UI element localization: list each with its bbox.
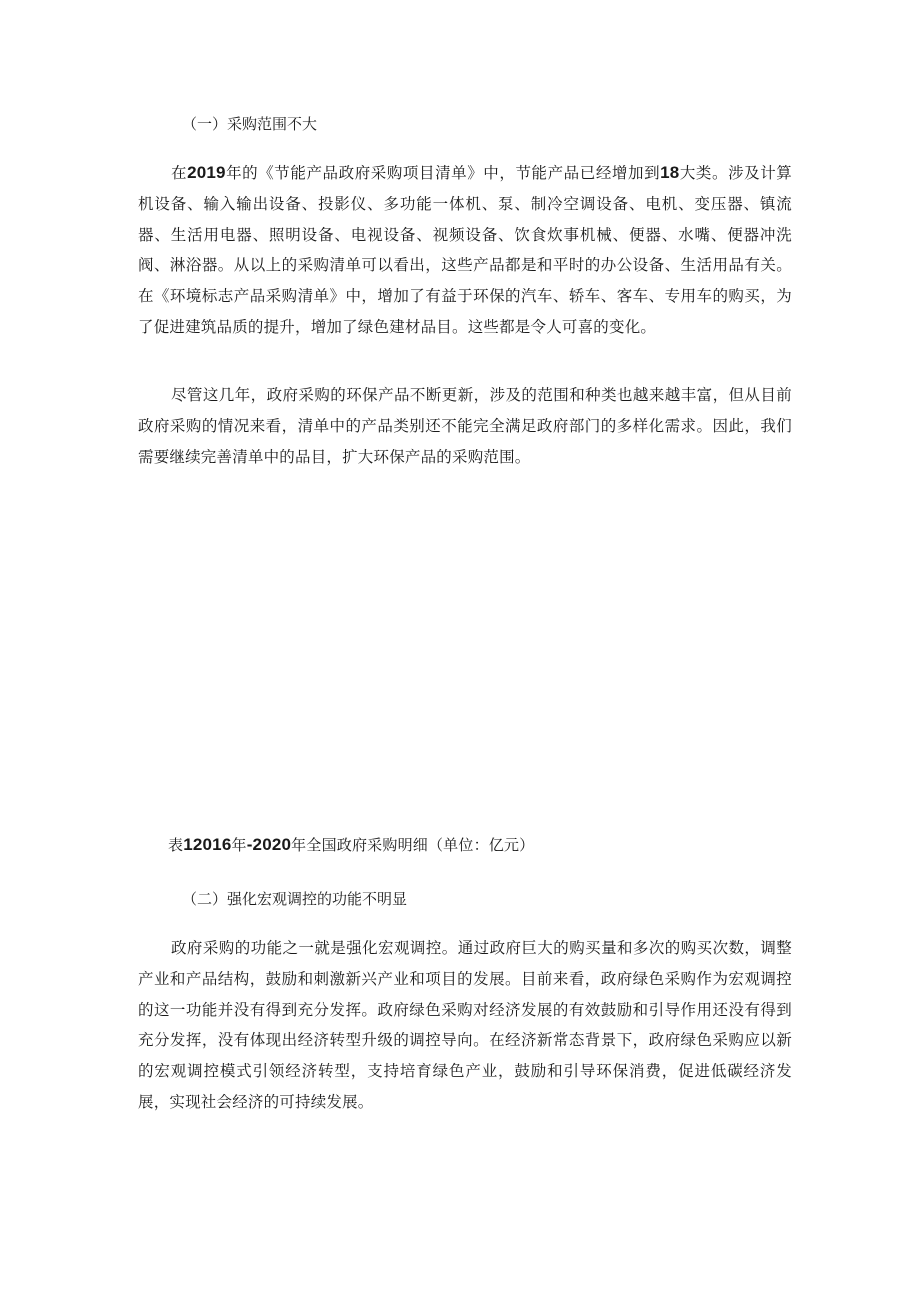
paragraph-macro-control: 政府采购的功能之一就是强化宏观调控。通过政府巨大的购买量和多次的购买次数，调整产业和产品结构，鼓励和刺激新兴产业和项目的发展。目前来看，政府绿色采购作为宏观调控的这一功能并没有得到充分发挥。政府绿色采购对经济发展的有效鼓励和引导作用还没有得到充分发挥，没有体现出经济转型升级的调控导向。在经济新常态背景下，政府绿色采购应以新的宏观调控模式引领经济转型，支持培育绿色产业，鼓励和引导环保消费，促进低碳经济发展，实现社会经济的可持续发展。: [138, 939, 792, 1111]
para-text: 大类。涉及计算机设备、输入输出设备、投影仪、多功能一体机、泵、制冷空调设备、电机、变压器、镇流器、生活用电器、照明设备、电视设备、视频设备、饮食炊事机械、便器、水嘴、便器冲洗阀、淋浴器。从以上的采购清单可以看出，这些产品都是和平时的办公设备、生活用品有关。在《环境标志产品采购清单》中，增加了有益于环保的汽车、轿车、客车、专用车的购买，为了促进建筑品质的提升，增加了绿色建材品目。这些都是令人可喜的变化。: [138, 164, 793, 336]
caption-text: 年: [231, 836, 247, 854]
table-caption: [168, 835, 728, 855]
paragraph-scope-expansion: 尽管这几年，政府采购的环保产品不断更新，涉及的范围和种类也越来越丰富，但从目前政府采购的情况来看，清单中的产品类别还不能完全满足政府部门的多样化需求。因此，我们需要继续完善清单中的品目，扩大环保产品的采购范围。: [138, 386, 792, 466]
para-text: 在: [171, 164, 188, 182]
year-number: 2019: [187, 163, 226, 182]
caption-text: 年全国政府采购明细（单位：亿元）: [291, 836, 535, 854]
caption-text: 表: [168, 836, 184, 854]
para-text: 年的《节能产品政府采购项目清单》中，节能产品已经增加到: [225, 164, 661, 182]
paragraph-energy-saving-list: [138, 158, 792, 343]
caption-number: -2020: [246, 835, 292, 854]
section-heading-1: （一）采购范围不大: [182, 115, 318, 133]
category-count: 18: [660, 163, 680, 182]
section-heading-2: （二）强化宏观调控的功能不明显: [182, 890, 408, 908]
caption-number: 12016: [183, 835, 232, 854]
